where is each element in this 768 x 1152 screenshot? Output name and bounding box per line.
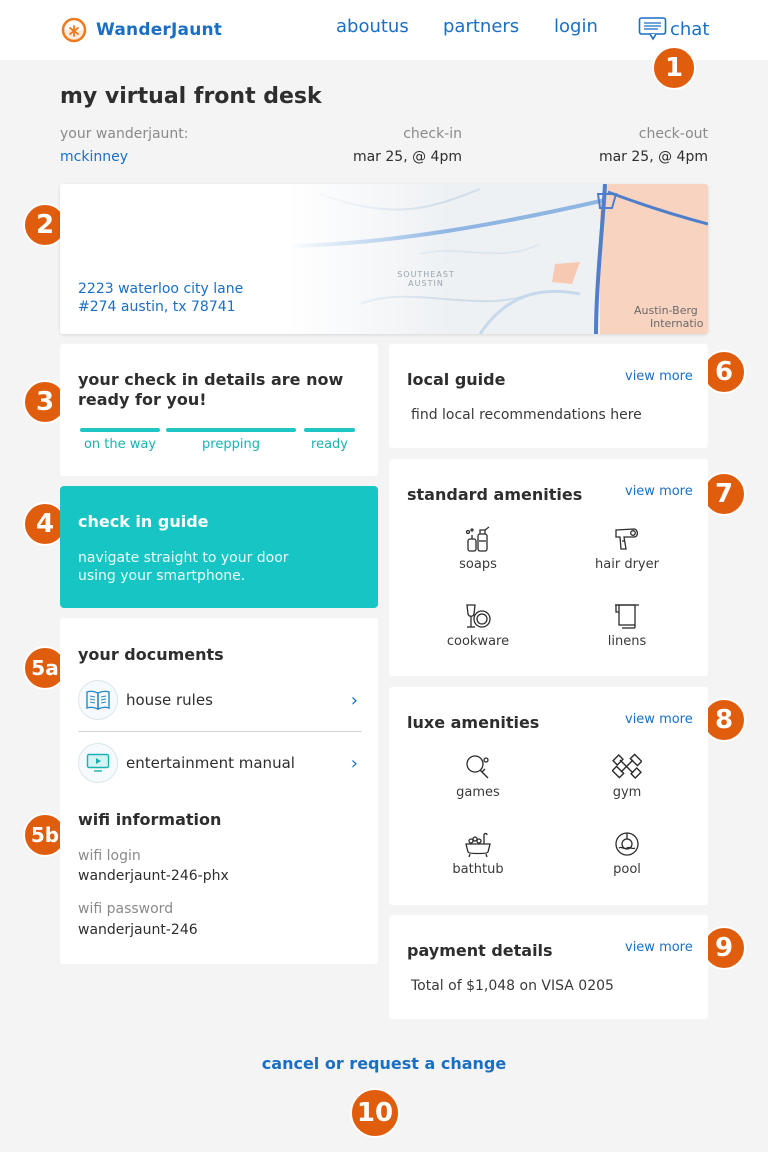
brand-logo[interactable] [60,16,222,44]
checkin-status-title [78,370,343,410]
luxe-amenities-title: luxe amenities [407,713,540,732]
callout-badge-10: 10 [350,1088,400,1138]
checkout-label: check-out [638,126,708,142]
payment-details-title: payment details [407,941,553,960]
checkin-guide-desc-line2: using your smartphone. [78,568,246,584]
document-entertainment-manual[interactable] [78,741,362,785]
payment-view-more-link[interactable]: view more [625,940,693,955]
callout-badge-1: 1 [652,46,696,90]
cancel-or-change-link[interactable]: cancel or request a change [261,1054,507,1073]
divider [78,731,362,732]
page-title: my virtual front desk [60,84,322,109]
amenity-hair-dryer-label: hair dryer [595,557,659,572]
callout-badge-3: 3 [23,380,67,424]
tv-icon [86,753,110,773]
document-entertainment-manual-label: entertainment manual [126,754,295,772]
amenity-hair-dryer [577,525,677,572]
progress-step-on-the-way [80,428,160,432]
ping-pong-icon [463,753,493,781]
payment-details-card [389,915,708,1019]
property-address[interactable] [78,280,243,316]
callout-badge-6: 6 [702,350,746,394]
amenity-linens [577,602,677,649]
map-airport-label [634,304,703,330]
map-airport-label-line2: Internatio [650,317,704,330]
checkin-guide-desc-line1: navigate straight to your door [78,550,289,566]
book-icon-wrap [78,680,118,720]
documents-title: your documents [78,645,224,664]
progress-step-ready [304,428,355,432]
amenity-cookware [428,602,528,649]
map-area-label [386,270,466,288]
callout-badge-9: 9 [702,926,746,970]
luxe-amenities-view-more-link[interactable]: view more [625,712,693,727]
bathtub-icon [463,830,493,858]
document-house-rules[interactable] [78,678,362,722]
documents-wifi-card [60,618,378,964]
map-card[interactable] [60,184,708,334]
nav-about-us[interactable]: aboutus [336,16,409,37]
chevron-right-icon: › [350,753,358,774]
checkin-guide-description [78,549,289,585]
chat-bubble-icon [638,16,668,42]
nav-login[interactable]: login [554,16,598,37]
map-area-label-line2: AUSTIN [408,279,444,288]
nav-partners[interactable]: partners [443,16,520,37]
checkin-status-title-line2: ready for you! [78,390,207,409]
callout-badge-5a: 5a [23,646,67,690]
amenity-games [428,753,528,800]
wanderjaunt-label: your wanderjaunt: [60,126,189,142]
hair-dryer-icon [612,525,642,553]
local-guide-view-more-link[interactable]: view more [625,369,693,384]
linens-icon [612,602,642,630]
amenity-linens-label: linens [607,634,647,649]
top-header [0,0,768,60]
amenity-bathtub-label: bathtub [452,862,504,877]
callout-badge-5b: 5b [23,813,67,857]
checkin-label: check-in [403,126,462,142]
standard-amenities-card [389,459,708,676]
luxe-amenities-card [389,687,708,905]
sun-logo-icon [60,16,88,44]
callout-badge-8: 8 [702,698,746,742]
cookware-icon [463,602,493,630]
wifi-password-value: wanderjaunt-246 [78,922,198,938]
map-area-label-line1: SOUTHEAST [397,270,455,279]
callout-badge-4: 4 [23,502,67,546]
local-guide-card [389,344,708,448]
pool-float-icon [612,830,642,858]
wifi-title: wifi information [78,810,222,829]
amenity-soaps-label: soaps [459,557,497,572]
dumbbell-icon [612,753,642,781]
callout-badge-2: 2 [23,203,67,247]
address-line-2: #274 austin, tx 78741 [78,299,236,315]
payment-description: Total of $1,048 on VISA 0205 [411,978,614,994]
local-guide-title: local guide [407,370,506,389]
amenity-bathtub [428,830,528,877]
amenity-games-label: games [456,785,500,800]
wifi-login-value: wanderjaunt-246-phx [78,868,229,884]
progress-label-on-the-way: on the way [83,437,157,452]
checkin-guide-card[interactable] [60,486,378,608]
checkin-value: mar 25, @ 4pm [352,149,462,165]
tv-icon-wrap [78,743,118,783]
amenity-soaps [428,525,528,572]
chevron-right-icon: › [350,690,358,711]
nav-chat-label: chat [670,18,710,40]
checkin-status-title-line1: your check in details are now [78,370,344,389]
progress-step-prepping [166,428,296,432]
book-icon [85,689,111,711]
standard-amenities-view-more-link[interactable]: view more [625,484,693,499]
wifi-login-label: wifi login [78,848,141,864]
amenity-pool-label: pool [613,862,641,877]
amenity-pool [577,830,677,877]
soap-bottles-icon [463,525,493,553]
amenity-gym-label: gym [612,785,642,800]
checkout-value: mar 25, @ 4pm [598,149,708,165]
local-guide-description: find local recommendations here [411,407,642,423]
progress-label-ready: ready [311,437,348,452]
nav-chat[interactable] [638,16,709,42]
progress-label-prepping: prepping [202,437,260,452]
callout-badge-7: 7 [702,472,746,516]
amenity-cookware-label: cookware [446,634,510,649]
wanderjaunt-location-link[interactable]: mckinney [60,149,128,165]
amenity-gym [577,753,677,800]
brand-name: WanderJaunt [96,20,223,40]
address-line-1: 2223 waterloo city lane [78,281,244,297]
map-airport-label-line1: Austin-Berg [634,304,698,317]
document-house-rules-label: house rules [126,691,213,709]
checkin-status-card [60,344,378,476]
checkin-guide-title: check in guide [78,512,209,531]
standard-amenities-title: standard amenities [407,485,583,504]
wifi-password-label: wifi password [78,901,174,917]
